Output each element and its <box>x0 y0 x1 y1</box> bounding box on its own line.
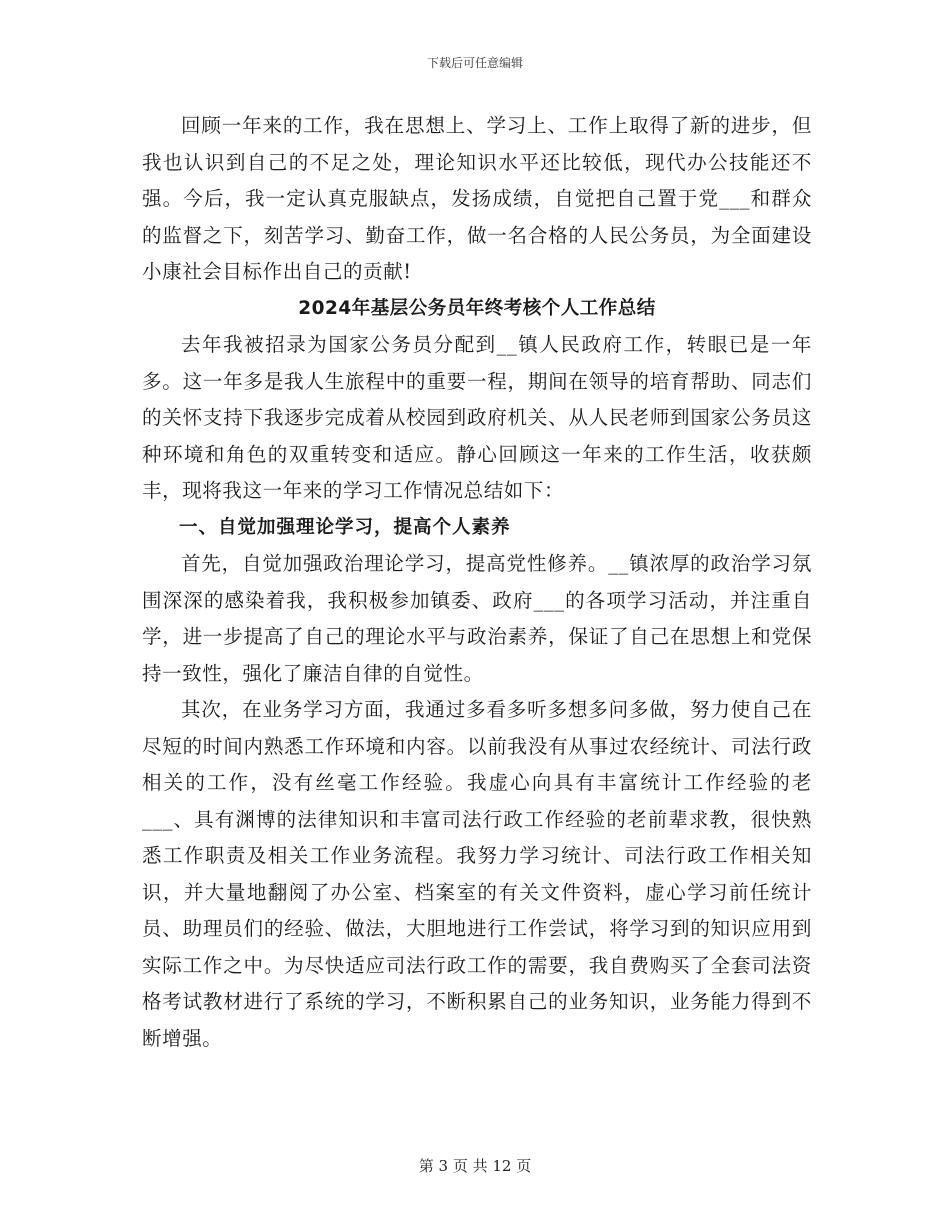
document-title: 2024年基层公务员年终考核个人工作总结 <box>298 297 656 319</box>
document-body <box>142 108 812 1057</box>
page-header-note: 下载后可任意编辑 <box>426 56 523 70</box>
section1-paragraph-1: 首先，自觉加强政治理论学习，提高党性修养。__镇浓厚的政治学习氛围深深的感染着我，我积极参加镇委、政府___的各项学习活动，并注重自学，进一步提高了自己的理论水平与政治素养，保证了自己在思想上和党保持一致性，强化了廉洁自律的自觉性。 <box>142 552 812 685</box>
opening-paragraph: 去年我被招录为国家公务员分配到__镇人民政府工作，转眼已是一年多。这一年多是我人生旅程中的重要一程，期间在领导的培育帮助、同志们的关怀支持下我逐步完成着从校园到政府机关、从人民老师到国家公务员这种环境和角色的双重转变和适应。静心回顾这一年来的工作生活，收获颇丰，现将我这一年来的学习工作情况总结如下： <box>142 333 812 502</box>
intro-paragraph: 回顾一年来的工作，我在思想上、学习上、工作上取得了新的进步，但我也认识到自己的不足之处，理论知识水平还比较低，现代办公技能还不强。今后，我一定认真克服缺点，发扬成绩，自觉把自己置于党___和群众的监督之下，刻苦学习、勤奋工作，做一名合格的人民公务员，为全面建设小康社会目标作出自己的贡献! <box>142 114 812 283</box>
section1-paragraph-2: 其次，在业务学习方面，我通过多看多听多想多问多做，努力使自己在尽短的时间内熟悉工作环境和内容。以前我没有从事过农经统计、司法行政相关的工作，没有丝毫工作经验。我虚心向具有丰富统计工作经验的老___、具有渊博的法律知识和丰富司法行政工作经验的老前辈求教，很快熟悉工作职责及相关工作业务流程。我努力学习统计、司法行政工作相关知识，并大量地翻阅了办公室、档案室的有关文件资料，虚心学习前任统计员、助理员们的经验、做法，大胆地进行工作尝试，将学习到的知识应用到实际工作之中。为尽快适应司法行政工作的需要，我自费购买了全套司法资格考试教材进行了系统的学习，不断积累自己的业务知识，业务能力得到不断增强。 <box>142 698 812 1050</box>
section-heading-1: 一、自觉加强理论学习，提高个人素养 <box>179 516 511 538</box>
page-footer-indicator: 第 3 页 共 12 页 <box>418 1157 532 1175</box>
